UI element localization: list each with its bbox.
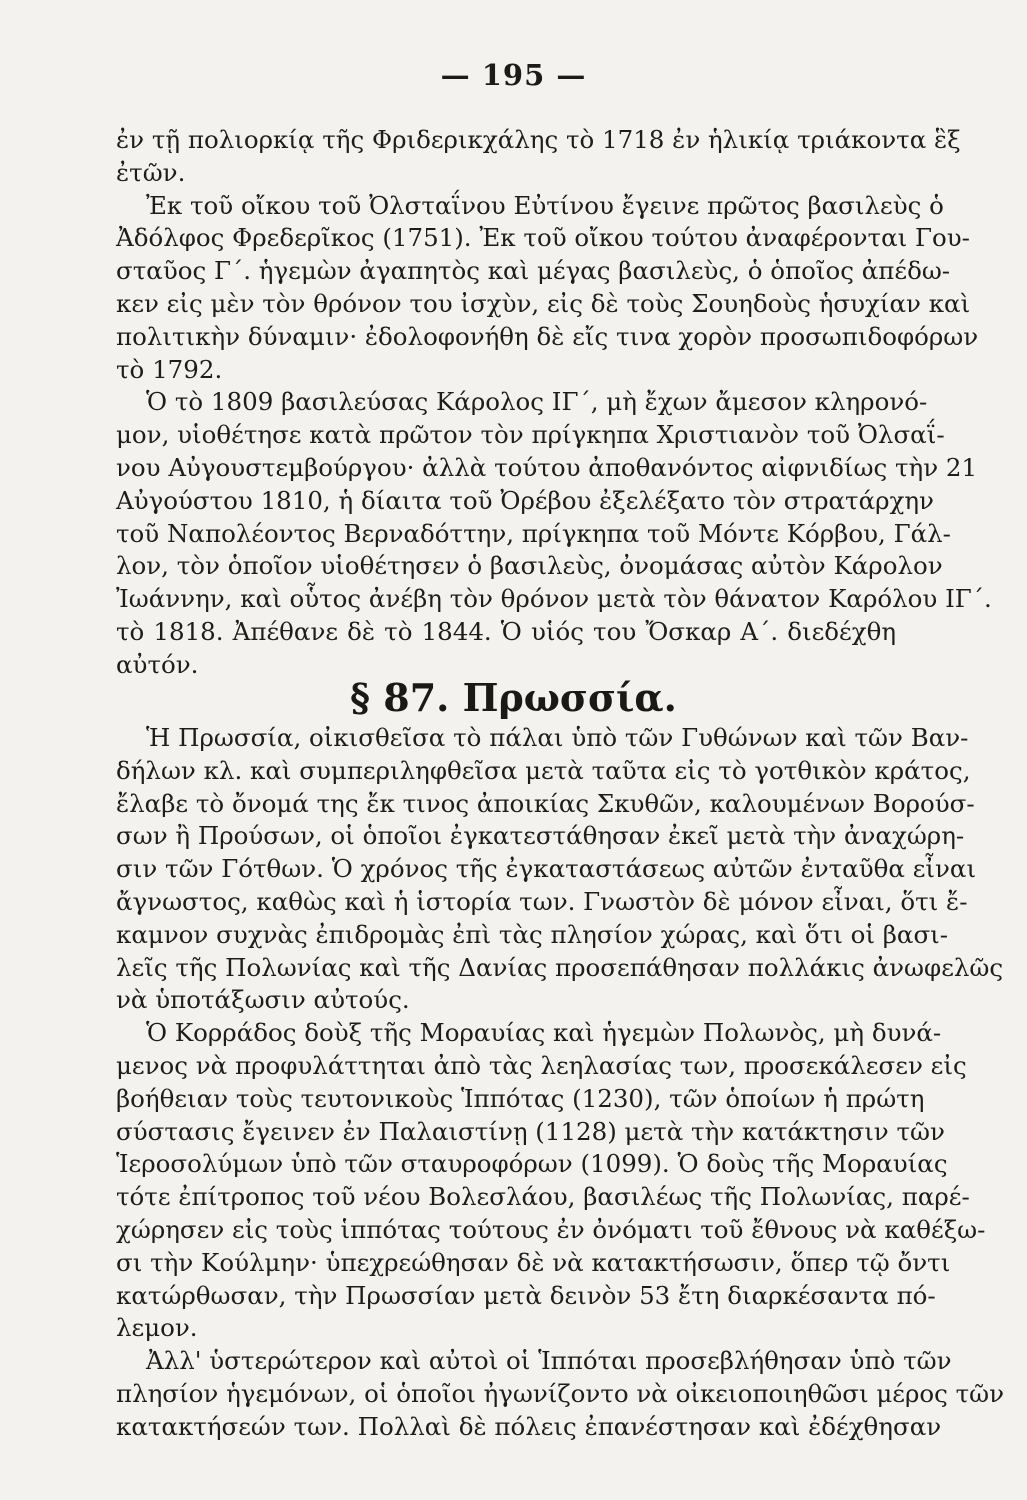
text-line: πολιτικὴν δύναμιν· ἐδολοφονήθη δὲ εἴς τινα χορὸν προσωπιδοφόρων (116, 321, 979, 351)
text-line: καμνον συχνὰς ἐπιδρομὰς ἐπὶ τὰς πλησίον χώρας, καὶ ὅτι οἱ βασι- (116, 919, 949, 949)
text-line: βοήθειαν τοὺς τευτονικοὺς Ἱππότας (1230), τῶν ὁποίων ἡ πρώτη (116, 1083, 925, 1113)
text-line: τὸ 1818. Ἀπέθανε δὲ τὸ 1844. Ὁ υἱός του Ὄσκαρ Α΄. διεδέχθη (116, 616, 896, 646)
text-line: Αὐγούστου 1810, ἡ δίαιτα τοῦ Ὀρέβου ἐξελέξατο τὸν στρατάρχην (116, 485, 934, 515)
text-line: μον, υἱοθέτησε κατὰ πρῶτον τὸν πρίγκηπα Χριστιανὸν τοῦ Ὀλσαΐ- (116, 420, 945, 450)
text-line: δήλων κλ. καὶ συμπεριληφθεῖσα μετὰ ταῦτα εἰς τὸ γοτθικὸν κράτος, (116, 755, 971, 785)
page-number: — 195 — (440, 58, 587, 92)
text-line: ἐτῶν. (116, 157, 186, 187)
text-line: νου Αὐγουστεμβούργου· ἀλλὰ τούτου ἀποθανόντος αἰφνιδίως τὴν 21 (116, 452, 978, 482)
text-line: Ἀδόλφος Φρεδερῖκος (1751). Ἐκ τοῦ οἴκου τούτου ἀναφέρονται Γου- (116, 223, 970, 253)
text-line: μενος νὰ προφυλάττηται ἀπὸ τὰς λεηλασίας των, προσεκάλεσεν εἰς (116, 1050, 967, 1080)
text-line: χώρησεν εἰς τοὺς ἱππότας τούτους ἐν ὀνόματι τοῦ ἔθνους νὰ καθέξω- (116, 1214, 986, 1244)
text-line: σων ἢ Προύσων, οἱ ὁποῖοι ἐγκατεστάθησαν ἐκεῖ μετὰ τὴν ἀναχώρη- (116, 821, 965, 851)
text-line: λον, τὸν ὁποῖον υἱοθέτησεν ὁ βασιλεὺς, ὀνομάσας αὐτὸν Κάρολον (116, 551, 943, 581)
text-line: Ὁ Κορράδος δοὺξ τῆς Μοραυίας καὶ ἡγεμὼν Πολωνὸς, μὴ δυνά- (146, 1018, 942, 1048)
text-block-before-heading (116, 124, 992, 682)
text-line: κατακτήσεών των. Πολλαὶ δὲ πόλεις ἐπανέστησαν καὶ ἐδέχθησαν (116, 1411, 942, 1441)
section-heading: § 87. Πρωσσία. (350, 675, 677, 720)
text-line: κατώρθωσαν, τὴν Πρωσσίαν μετὰ δεινὸν 53 ἔτη διαρκέσαντα πό- (116, 1280, 936, 1310)
text-line: σι τὴν Κούλμην· ὑπεχρεώθησαν δὲ νὰ κατακτήσωσιν, ὅπερ τῷ ὄντι (116, 1247, 951, 1277)
text-line: Ἱεροσολύμων ὑπὸ τῶν σταυροφόρων (1099). Ὁ δοὺς τῆς Μοραυίας (116, 1149, 948, 1179)
text-line: νὰ ὑποτάξωσιν αὐτούς. (116, 985, 410, 1015)
text-line: τοῦ Ναπολέοντος Βερναδόττην, πρίγκηπα τοῦ Μόντε Κόρβου, Γάλ- (116, 518, 951, 548)
text-line: Ἰωάννην, καὶ οὗτος ἀνέβη τὸν θρόνον μετὰ τὸν θάνατον Καρόλου ΙΓ΄. (116, 584, 992, 614)
text-line: ἄγνωστος, καθὼς καὶ ἡ ἱστορία των. Γνωστὸν δὲ μόνον εἶναι, ὅτι ἔ- (116, 886, 968, 916)
text-line: αὐτόν. (116, 649, 199, 679)
text-line: Ὁ τὸ 1809 βασιλεύσας Κάρολος ΙΓ΄, μὴ ἔχων ἄμεσον κληρονό- (146, 387, 928, 417)
text-line: ἔλαβε τὸ ὄνομά της ἔκ τινος ἀποικίας Σκυθῶν, καλουμένων Βορούσ- (116, 788, 975, 818)
text-block-after-heading (116, 722, 1005, 1444)
text-line: σιν τῶν Γότθων. Ὁ χρόνος τῆς ἐγκαταστάσεως αὐτῶν ἐνταῦθα εἶναι (116, 854, 977, 884)
text-line: τότε ἐπίτροπος τοῦ νέου Βολεσλάου, βασιλέως τῆς Πολωνίας, παρέ- (116, 1182, 970, 1212)
text-line: λεῖς τῆς Πολωνίας καὶ τῆς Δανίας προσεπάθησαν πολλάκις ἀνωφελῶς (116, 952, 1004, 982)
text-line: πλησίον ἡγεμόνων, οἱ ὁποῖοι ἠγωνίζοντο νὰ οἰκειοποιηθῶσι μέρος τῶν (116, 1378, 1005, 1408)
text-line: ἐν τῇ πολιορκίᾳ τῆς Φριδερικχάλης τὸ 1718 ἐν ἡλικίᾳ τριάκοντα ἓξ (116, 125, 961, 154)
text-line: λεμον. (116, 1313, 198, 1343)
text-line: Ἐκ τοῦ οἴκου τοῦ Ὀλσταΐνου Εὐτίνου ἔγεινε πρῶτος βασιλεὺς ὁ (146, 190, 944, 220)
text-line: τὸ 1792. (116, 354, 223, 384)
text-line: Ἀλλ' ὑστερώτερον καὶ αὐτοὶ οἱ Ἱππόται προσεβλήθησαν ὑπὸ τῶν (146, 1346, 952, 1376)
text-line: Ἡ Πρωσσία, οἰκισθεῖσα τὸ πάλαι ὑπὸ τῶν Γυθώνων καὶ τῶν Βαν- (146, 723, 969, 752)
text-line: σταῦος Γ΄. ἡγεμὼν ἀγαπητὸς καὶ μέγας βασιλεὺς, ὁ ὁποῖος ἀπέδω- (116, 256, 951, 286)
text-line: σύστασις ἔγεινεν ἐν Παλαιστίνῃ (1128) μετὰ τὴν κατάκτησιν τῶν (116, 1116, 945, 1146)
text-line: κεν εἰς μὲν τὸν θρόνον του ἰσχὺν, εἰς δὲ τοὺς Σουηδοὺς ἡσυχίαν καὶ (116, 288, 971, 318)
